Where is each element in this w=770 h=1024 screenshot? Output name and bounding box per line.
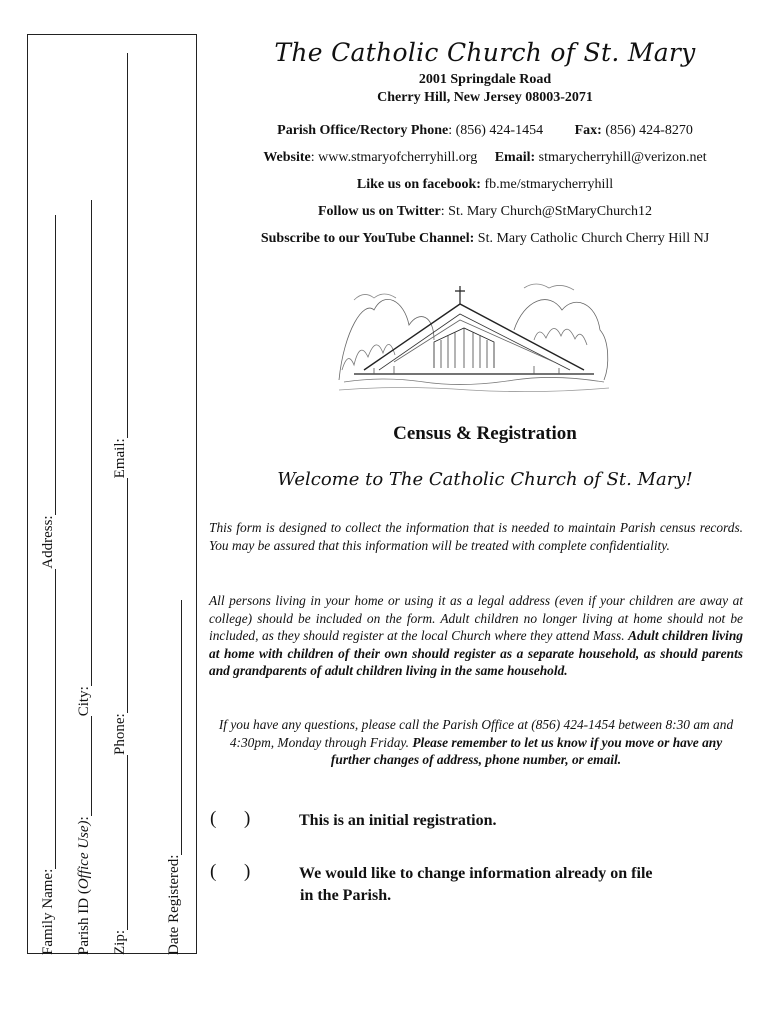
city-address: Cherry Hill, New Jersey 08003-2071 xyxy=(377,90,593,105)
fax-value: (856) 424-8270 xyxy=(605,123,693,138)
intro-paragraph: This form is designed to collect the information that is needed to maintain Parish census records. You may be assured that this information will be treated with complete confidentiality. xyxy=(209,520,743,553)
option-change-close-paren: ) xyxy=(244,861,251,882)
contact-youtube xyxy=(200,230,770,247)
option-change-open-paren: ( xyxy=(210,861,217,882)
family-name-label: Family Name: xyxy=(40,868,56,955)
address-field[interactable] xyxy=(42,215,56,515)
phone-field[interactable] xyxy=(114,478,128,713)
contact-web-email xyxy=(200,149,770,166)
phone-value: : (856) 424-1454 xyxy=(448,123,544,138)
parish-city-line xyxy=(76,200,92,955)
questions-bold-text: Please remember to let us know if you move or have any further changes of address, phone number, or email. xyxy=(330,734,723,767)
date-registered-line xyxy=(166,600,182,955)
city-label: City: xyxy=(76,686,92,717)
twitter-label: Follow us on Twitter xyxy=(318,204,441,219)
parish-id-field[interactable] xyxy=(78,716,92,816)
zip-label: Zip: xyxy=(112,930,128,955)
option-change-label-line2: in the Parish. xyxy=(300,887,392,904)
registration-strip xyxy=(27,34,197,954)
street-address: 2001 Springdale Road xyxy=(418,72,552,87)
household-paragraph xyxy=(209,592,743,680)
zip-field[interactable] xyxy=(114,755,128,930)
phone-label: Parish Office/Rectory Phone xyxy=(277,123,449,138)
contact-twitter xyxy=(200,203,770,220)
youtube-label: Subscribe to our YouTube Channel: xyxy=(260,231,475,246)
email-field[interactable] xyxy=(114,53,128,438)
church-sketch-image xyxy=(334,270,614,398)
website-value[interactable]: : www.stmaryofcherryhill.org xyxy=(310,150,478,165)
facebook-label: Like us on facebook: xyxy=(356,177,481,192)
website-label: Website xyxy=(263,150,311,165)
option-initial-label: This is an initial registration. xyxy=(299,812,497,829)
contact-facebook xyxy=(200,176,770,193)
email-label: Email: xyxy=(112,438,128,479)
email-label: Email: xyxy=(494,150,536,165)
parish-id-label: Parish ID (Office Use): xyxy=(76,816,92,955)
welcome-heading: Welcome to The Catholic Church of St. Mary! xyxy=(277,469,693,490)
twitter-value[interactable]: : St. Mary Church@StMaryChurch12 xyxy=(440,204,652,219)
option-initial-open-paren: ( xyxy=(210,808,217,829)
household-text: All persons living in your home or using it as a legal address (even if your children are away at college) should be included on the form. Adult children no longer living at home should not be included, as they should register at the local Church where they attend Mass. xyxy=(209,593,743,643)
date-registered-field[interactable] xyxy=(168,600,182,855)
option-change-label-line1: We would like to change information already on file xyxy=(299,865,653,882)
email-value[interactable]: stmarycherryhill@verizon.net xyxy=(538,150,707,165)
church-title: The Catholic Church of St. Mary xyxy=(274,38,696,67)
family-address-line xyxy=(40,215,56,955)
questions-paragraph xyxy=(209,716,743,769)
questions-text: If you have any questions, please call the Parish Office at (856) 424-1454 between 8:30 am and 4:30pm, Monday through Friday. xyxy=(218,717,734,750)
family-name-field[interactable] xyxy=(42,569,56,869)
facebook-value[interactable]: fb.me/stmarycherryhill xyxy=(484,177,614,192)
census-heading: Census & Registration xyxy=(393,423,577,444)
household-bold-text: Adult children living at home with children of their own should register as a separate household, as should parents and grandparents of adult children living in the same household. xyxy=(209,628,743,678)
contact-phone-fax xyxy=(200,122,770,139)
address-label: Address: xyxy=(40,515,56,569)
fax-label: Fax: xyxy=(574,123,602,138)
phone-label: Phone: xyxy=(112,713,128,755)
date-registered-label: Date Registered: xyxy=(166,854,182,955)
youtube-value[interactable]: St. Mary Catholic Church Cherry Hill NJ xyxy=(477,231,710,246)
option-initial-close-paren: ) xyxy=(244,808,251,829)
zip-phone-email-line xyxy=(112,53,128,955)
city-field[interactable] xyxy=(78,200,92,686)
